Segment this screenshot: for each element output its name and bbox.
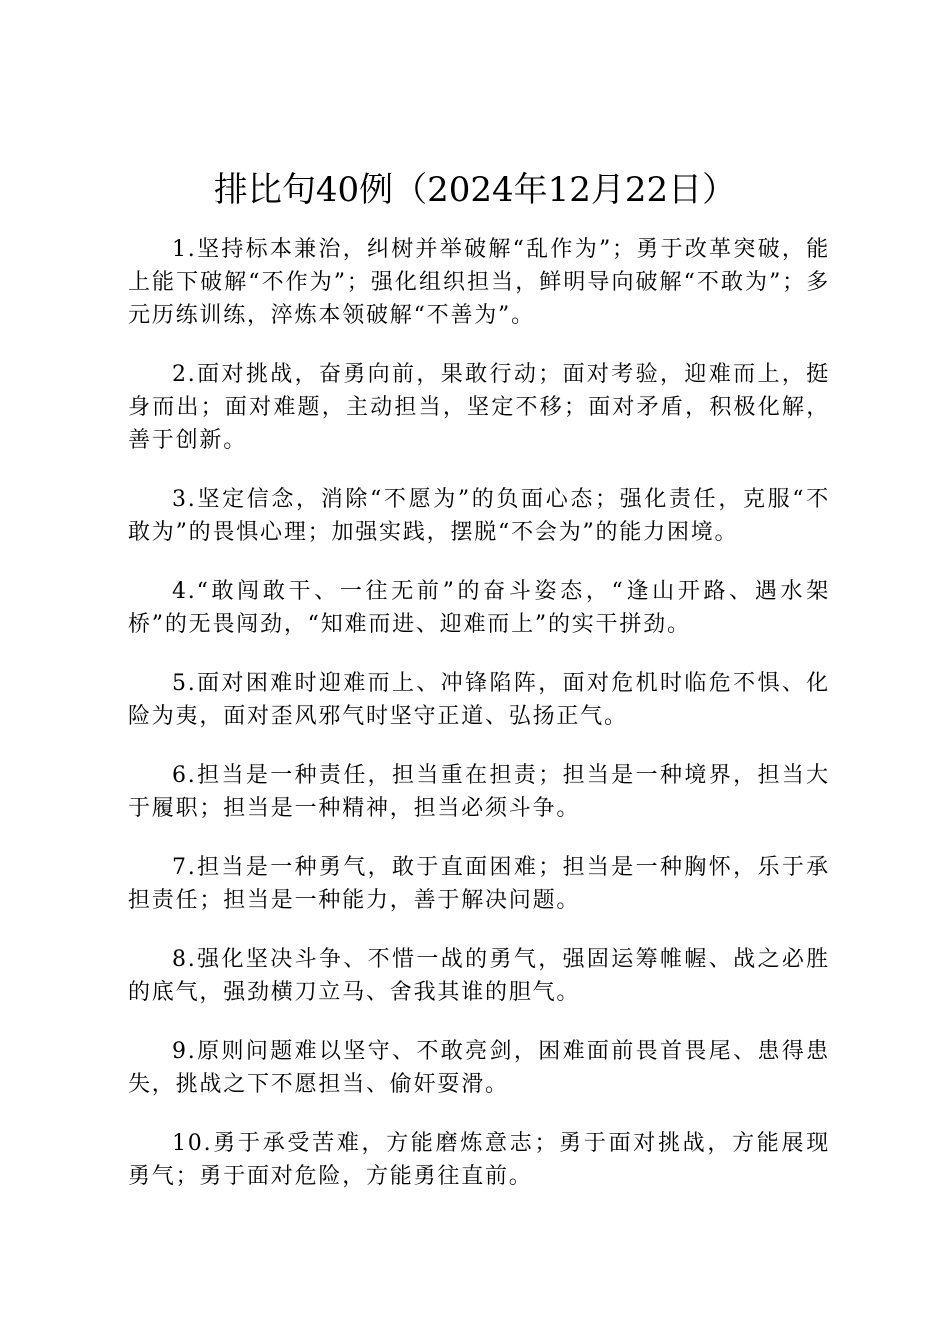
paragraph-6: 6.担当是一种责任，担当重在担责；担当是一种境界，担当大于履职；担当是一种精神，担当必须斗争。 bbox=[128, 763, 830, 821]
paragraph-3: 3.坚定信念，消除“不愿为”的负面心态；强化责任，克服“不敢为”的畏惧心理；加强实践，摆脱“不会为”的能力困境。 bbox=[128, 487, 830, 545]
paragraph-4: 4.“敢闯敢干、一往无前”的奋斗姿态，“逢山开路、遇水架桥”的无畏闯劲，“知难而进、迎难而上”的实干拼劲。 bbox=[128, 579, 830, 637]
paragraph-9: 9.原则问题难以坚守、不敢亮剑，困难面前畏首畏尾、患得患失，挑战之下不愿担当、偷奸耍滑。 bbox=[128, 1039, 830, 1097]
paragraph-5: 5.面对困难时迎难而上、冲锋陷阵，面对危机时临危不惧、化险为夷，面对歪风邪气时坚守正道、弘扬正气。 bbox=[128, 671, 830, 729]
document-body bbox=[128, 233, 830, 1219]
paragraph-1: 1.坚持标本兼治，纠树并举破解“乱作为”；勇于改革突破，能上能下破解“不作为”；强化组织担当，鲜明导向破解“不敢为”；多元历练训练，淬炼本领破解“不善为”。 bbox=[128, 237, 830, 328]
paragraph-10: 10.勇于承受苦难，方能磨炼意志；勇于面对挑战，方能展现勇气；勇于面对危险，方能勇往直前。 bbox=[128, 1131, 830, 1189]
paragraph-2: 2.面对挑战，奋勇向前，果敢行动；面对考验，迎难而上，挺身而出；面对难题，主动担当，坚定不移；面对矛盾，积极化解，善于创新。 bbox=[128, 362, 830, 453]
paragraph-7: 7.担当是一种勇气，敢于直面困难；担当是一种胸怀，乐于承担责任；担当是一种能力，善于解决问题。 bbox=[128, 855, 830, 913]
document-title: 排比句40例（2024年12月22日） bbox=[213, 170, 737, 210]
paragraph-8: 8.强化坚决斗争、不惜一战的勇气，强固运筹帷幄、战之必胜的底气，强劲横刀立马、舍我其谁的胆气。 bbox=[128, 947, 830, 1005]
